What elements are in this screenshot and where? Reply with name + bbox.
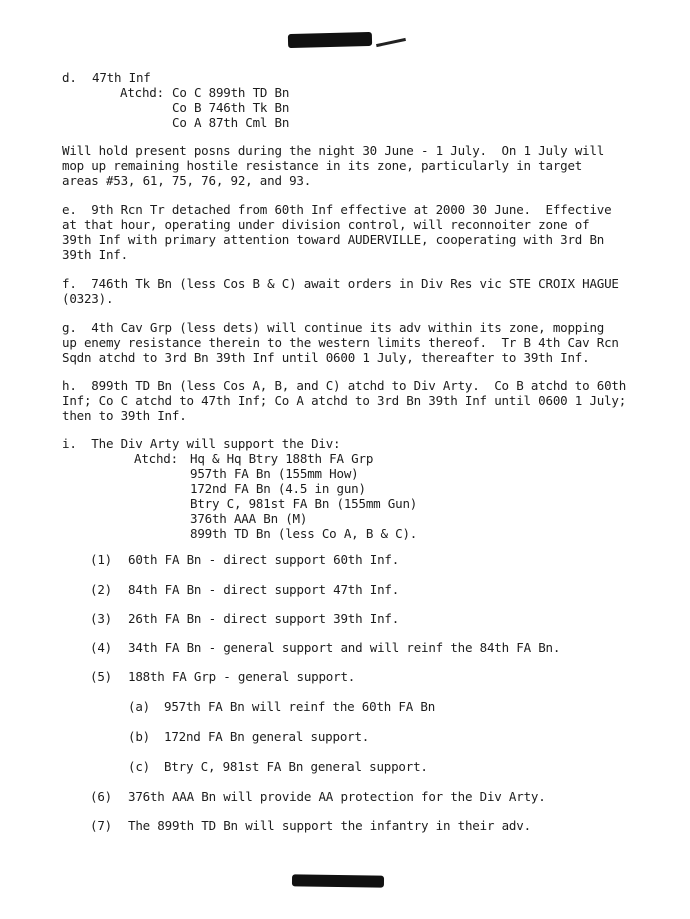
section-d-order-line: mop up remaining hostile resistance in its zone, particularly in target <box>62 158 583 173</box>
section-h-line: then to 39th Inf. <box>62 408 187 423</box>
section-h-line: Inf; Co C atchd to 47th Inf; Co A atchd to 3rd Bn 39th Inf until 0600 1 July; <box>62 393 627 408</box>
item-text: 84th FA Bn - direct support 47th Inf. <box>128 582 400 597</box>
section-d-attached-item: Co A 87th Cml Bn <box>172 115 290 130</box>
section-e-line: at that hour, operating under division control, will reconnoiter zone of <box>62 217 590 232</box>
classification-stamp-top <box>288 32 375 48</box>
section-i-attached-item: 899th TD Bn (less Co A, B & C). <box>190 526 418 541</box>
subitem-text: 957th FA Bn will reinf the 60th FA Bn <box>164 699 436 714</box>
subitem-letter: (a) <box>128 699 150 714</box>
section-d-order-line: Will hold present posns during the night 30 June - 1 July. On 1 July will <box>62 143 605 158</box>
item-number: (3) <box>90 611 112 626</box>
subitem-letter: (c) <box>128 759 150 774</box>
section-e-line: 39th Inf with primary attention toward AUDERVILLE, cooperating with 3rd Bn <box>62 232 605 247</box>
section-d-attached-item: Co B 746th Tk Bn <box>172 100 290 115</box>
section-d-attached-item: Co C 899th TD Bn <box>172 85 290 100</box>
classification-stamp-bottom <box>292 874 387 887</box>
item-text: The 899th TD Bn will support the infantry in their adv. <box>128 818 531 833</box>
section-i-attached-item: 957th FA Bn (155mm How) <box>190 466 359 481</box>
classification-stamp-bottom-text: SECRET <box>384 880 387 881</box>
section-d-unit: 47th Inf <box>92 70 151 85</box>
section-i-attached-item: Btry C, 981st FA Bn (155mm Gun) <box>190 496 418 511</box>
section-f-line: (0323). <box>62 291 114 306</box>
item-text: 60th FA Bn - direct support 60th Inf. <box>128 552 400 567</box>
section-h-line: h. 899th TD Bn (less Cos A, B, and C) atchd to Div Arty. Co B atchd to 60th <box>62 378 627 393</box>
section-e-line: 39th Inf. <box>62 247 128 262</box>
section-i-intro: i. The Div Arty will support the Div: <box>62 436 341 451</box>
item-number: (6) <box>90 789 112 804</box>
classification-stamp-top-text: SECRET <box>372 38 375 39</box>
section-i-attached-item: Hq & Hq Btry 188th FA Grp <box>190 451 374 466</box>
stamp-smudge-top <box>376 38 406 47</box>
subitem-text: 172nd FA Bn general support. <box>164 729 370 744</box>
section-i-attached-item: 172nd FA Bn (4.5 in gun) <box>190 481 366 496</box>
section-f-line: f. 746th Tk Bn (less Cos B & C) await orders in Div Res vic STE CROIX HAGUE <box>62 276 619 291</box>
section-g-line: Sqdn atchd to 3rd Bn 39th Inf until 0600 1 July, thereafter to 39th Inf. <box>62 350 590 365</box>
section-g-line: g. 4th Cav Grp (less dets) will continue its adv within its zone, mopping <box>62 320 605 335</box>
item-text: 376th AAA Bn will provide AA protection for the Div Arty. <box>128 789 546 804</box>
section-d-order-line: areas #53, 61, 75, 76, 92, and 93. <box>62 173 312 188</box>
section-d-attached-label: Atchd: <box>120 85 164 100</box>
subitem-text: Btry C, 981st FA Bn general support. <box>164 759 428 774</box>
section-i-attached-item: 376th AAA Bn (M) <box>190 511 308 526</box>
item-number: (5) <box>90 669 112 684</box>
item-number: (4) <box>90 640 112 655</box>
section-e-line: e. 9th Rcn Tr detached from 60th Inf effective at 2000 30 June. Effective <box>62 202 612 217</box>
subitem-letter: (b) <box>128 729 150 744</box>
section-g-line: up enemy resistance therein to the western limits thereof. Tr B 4th Cav Rcn <box>62 335 619 350</box>
item-number: (1) <box>90 552 112 567</box>
item-text: 34th FA Bn - general support and will reinf the 84th FA Bn. <box>128 640 561 655</box>
item-number: (7) <box>90 818 112 833</box>
item-number: (2) <box>90 582 112 597</box>
item-text: 188th FA Grp - general support. <box>128 669 356 684</box>
section-d-marker: d. <box>62 70 77 85</box>
item-text: 26th FA Bn - direct support 39th Inf. <box>128 611 400 626</box>
section-i-attached-label: Atchd: <box>134 451 178 466</box>
